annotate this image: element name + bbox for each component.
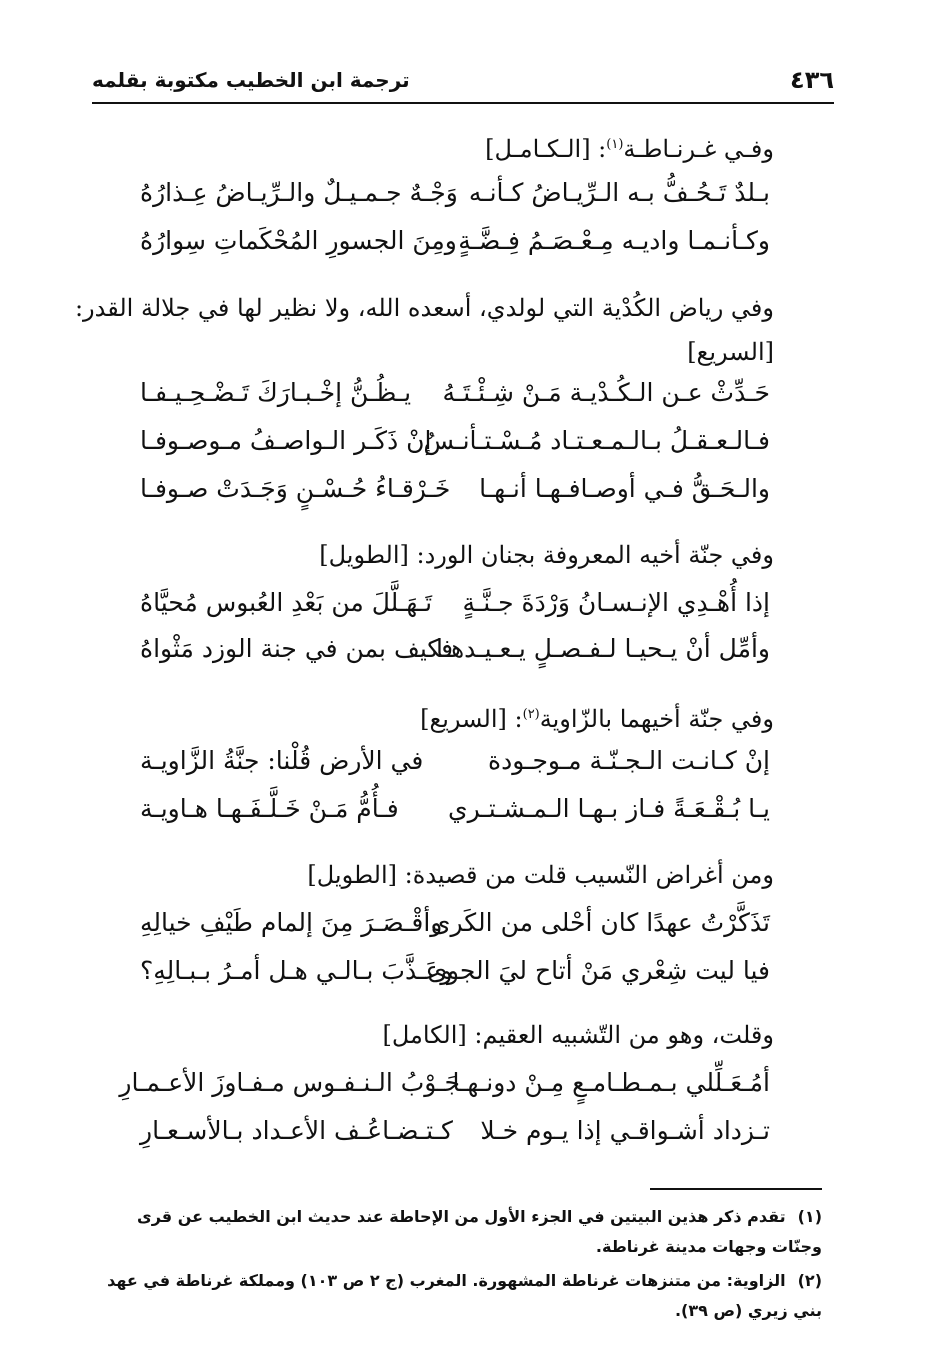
verse-5-2 (92, 956, 832, 996)
hemistich-first: وأمِّل أنْ يـحيـا لـفـصـلٍ يـعـيـدهـا (436, 634, 770, 663)
verse-2-2 (92, 426, 832, 466)
verse-6-2 (92, 1116, 832, 1156)
hemistich-second: خَـرْقـاءُ حُـسْـنٍ وَجَـدَتْ صـوفـا (140, 474, 451, 503)
verse-1-2 (92, 226, 832, 266)
verse-3-1 (92, 588, 832, 628)
running-title: ترجمة ابن الخطيب مكتوبة بقلمه (92, 68, 410, 92)
hemistich-second: وَجْـهٌ جـمـيـلٌ والـرِّيـاضُ عِـذارُهُ (140, 178, 458, 207)
verse-2-1 (92, 378, 832, 418)
hemistich-second: يـظُـنُّ إخْـبـارَكَ تَـضْـحِـيـفـا (140, 378, 412, 407)
hemistich-first: حَـدِّثْ عـن الـكُـدْيـة مَـنْ شِـئْـتَـهُ (442, 378, 770, 407)
verse-4-1 (92, 746, 832, 786)
footnote-2 (102, 1266, 822, 1326)
hemistich-first: إذا أُهْـدِي الإنـسـانُ وَرْدَةَ جـنَّـةٍ (462, 588, 770, 617)
hemistich-second: تَـهَـلَّلَ من بَعْدِ العُبوس مُحيَّاهُ (140, 588, 433, 617)
hemistich-second: في الأرض قُلْنا: جنَّةُ الزَّاويـة (140, 746, 424, 775)
hemistich-first: وكـأنـمـا واديـه مِـعْـصَـمُ فِـضَّـةٍ (458, 226, 770, 255)
section-6-intro: وقلت، وهو من التّشبيه العقيم: [الكامل] (382, 1021, 774, 1049)
hemistich-first: إنْ كـانـت الـجـنّـة مـوجـودة (488, 746, 770, 775)
hemistich-first: أمُـعَـلِّلي بـمـطـامـعٍ مِـنْ دونـهـا (452, 1068, 770, 1097)
hemistich-first: بـلدٌ تَـحُـفُّ بـه الـرِّيـاضُ كـأنـه (468, 178, 770, 207)
section-2-intro: وفي رياض الكُدْية التي لولدي، أسعده الله، ولا نظير لها في جلالة القدر: [السريع] (74, 294, 774, 366)
section-5-intro: ومن أغراض النّسيب قلت من قصيدة: [الطويل] (307, 861, 774, 889)
footnote-number: (٢) (797, 1271, 822, 1290)
footnote-text: الزاوية: من متنزهات غرناطة المشهورة. المغرب (ج ٢ ص ١٠٣) ومملكة غرناطة في عهد بني زيري (ص ٣٩). (107, 1271, 822, 1320)
hemistich-second: إنْ ذَكَـر الـواصـفُ مـوصـوفـا (140, 426, 432, 455)
verse-2-3 (92, 474, 832, 514)
hemistich-second: جَـوْبُ الـنـفـوس مـفـاوزَ الأعـمـارِ (119, 1068, 460, 1097)
hemistich-second: كـتـضـاعُـف الأعـداد بـالأسـعـارِ (140, 1116, 453, 1145)
verse-5-1 (92, 908, 832, 948)
footnote-text: تقدم ذكر هذين البيتين في الجزء الأول من الإحاطة عند حديث ابن الخطيب عن قرى وجنّات وجهات مدينة غرناطة. (137, 1207, 822, 1256)
verse-1-1 (92, 178, 832, 218)
page-number: ٤٣٦ (790, 66, 834, 94)
verse-6-1 (92, 1068, 832, 1108)
hemistich-second: فكيف بمن في جنة الوزد مَثْواهُ (140, 634, 454, 663)
hemistich-first: فيا ليت شِعْري مَنْ أتاح ليَ الجوى (427, 956, 770, 985)
verse-4-2 (92, 794, 832, 834)
verse-3-2 (92, 634, 832, 674)
hemistich-second: وأقْـصَـرَ مِنَ إلمام طَيْفِ خيالِهِ (140, 908, 443, 937)
section-3-intro: وفي جنّة أخيه المعروفة بجنان الورد: [الطويل] (319, 541, 774, 569)
footnote-ref-1[interactable]: (١) (606, 137, 624, 152)
footnote-ref-2[interactable]: (٢) (522, 707, 540, 722)
footnote-number: (١) (797, 1207, 822, 1226)
section-1-intro: وفـي غـرنـاطـة$^{(١)}$: [الـكـامـل] (485, 135, 774, 163)
hemistich-second: ومِنَ الجسورِ المُحْكَماتِ سِوارُهُ (140, 226, 457, 255)
page-header (92, 62, 834, 104)
section-4-intro: وفي جنّة أخيهما بالزّاوية$^{(٢)}$: [السريع] (420, 705, 774, 733)
footnote-1 (102, 1202, 822, 1262)
hemistich-first: فـالـعـقـلُ بـالـمـعـتـاد مُـسْـتـأنـسٌ (423, 426, 770, 455)
hemistich-second: وعَـذَّبَ بـالـي هـل أمـرُ بـبـالِهِ؟ (140, 956, 453, 985)
hemistich-first: والـحَـقُّ فـي أوصـافـهـا أنـهـا (479, 474, 770, 503)
hemistich-first: يـا بُـقْـعَـةً فـاز بـهـا الـمـشـتـري (448, 794, 770, 823)
meter-label: [السريع] (687, 338, 774, 366)
hemistich-second: فـأُمُّ مَـنْ خَـلَّـفَـهـا هـاويـة (140, 794, 399, 823)
hemistich-first: تـزداد أشـواقـي إذا يـوم خـلا (480, 1116, 770, 1145)
footnote-divider (650, 1188, 822, 1190)
hemistich-first: تَذَكَّرْتُ عهدًا كان أحْلى من الكَرى (430, 908, 770, 937)
